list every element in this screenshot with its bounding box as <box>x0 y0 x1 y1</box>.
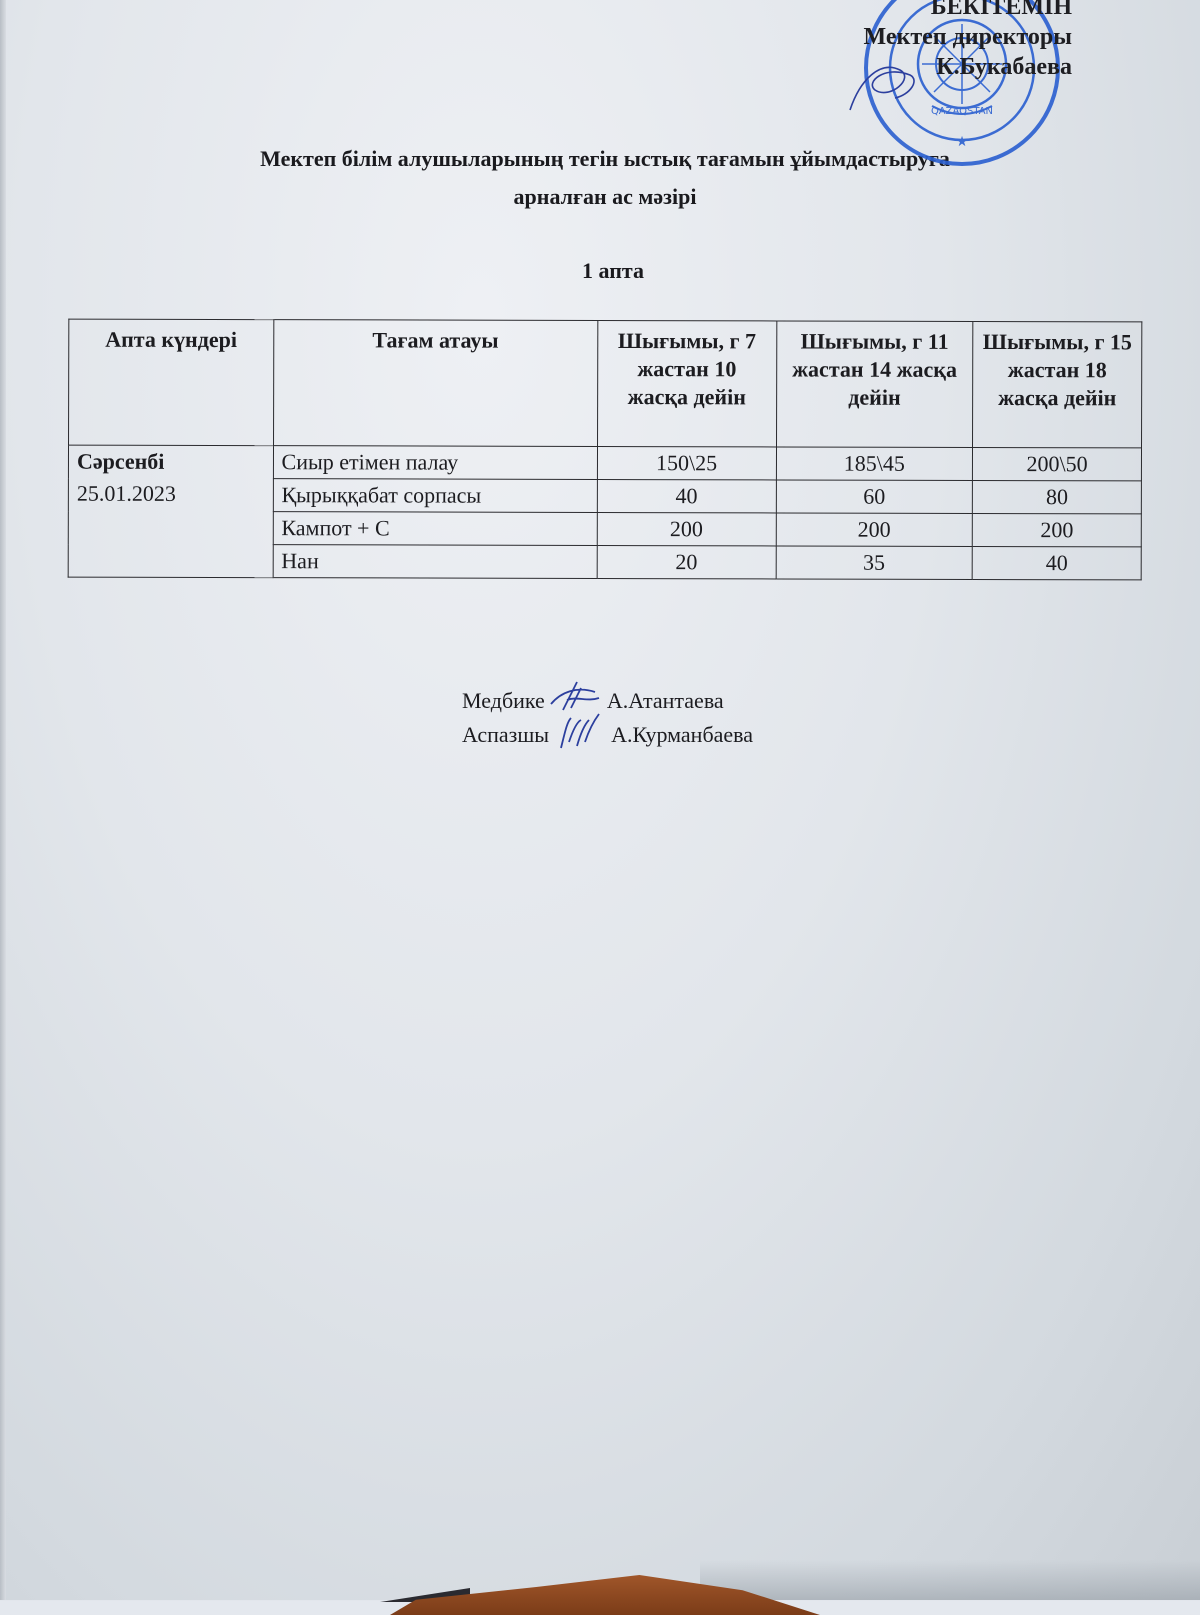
portion-11-14: 185\45 <box>776 447 973 481</box>
staff-name: А.Курманбаева <box>611 722 754 747</box>
role-label: Аспазшы <box>462 722 550 747</box>
portion-15-18: 40 <box>972 546 1141 579</box>
header-age-11-14: Шығымы, г 11 жастан 14 жасқа дейін <box>776 321 973 448</box>
day-date: 25.01.2023 <box>76 480 176 506</box>
paper-edge-shadow <box>0 0 6 1600</box>
day-cell <box>68 445 273 578</box>
week-label: 1 апта <box>582 258 644 283</box>
portion-11-14: 60 <box>776 480 973 514</box>
header-age-15-18: Шығымы, г 15 жастан 18 жасқа дейін <box>973 321 1142 447</box>
signature-row-nurse <box>462 684 753 718</box>
portion-15-18: 200\50 <box>973 447 1142 480</box>
portion-15-18: 200 <box>972 513 1141 546</box>
approval-position: Мектеп директоры <box>863 24 1072 50</box>
approval-name: К.Букабаева <box>936 54 1072 80</box>
svg-text:★: ★ <box>955 135 969 150</box>
dish-name: Кампот + С <box>273 512 597 546</box>
dish-name: Нан <box>273 545 597 579</box>
paper-curl-shadow <box>700 1560 1200 1600</box>
portion-11-14: 200 <box>776 513 973 547</box>
portion-7-10: 200 <box>597 512 776 545</box>
role-label: Медбике <box>462 688 545 713</box>
header-age-7-10: Шығымы, г 7 жастан 10 жасқа дейін <box>597 320 776 446</box>
day-name: Сәрсенбі <box>76 448 165 474</box>
table-row <box>68 445 1141 481</box>
header-days: Апта күндері <box>69 319 274 446</box>
staff-signatures <box>462 684 753 752</box>
title-line-1: Мектеп білім алушыларының тегін ыстық тағамын ұйымдастыруға <box>260 146 950 171</box>
portion-7-10: 40 <box>597 479 776 512</box>
signature-row-cook <box>462 718 753 752</box>
dish-name: Қырыққабат сорпасы <box>273 479 597 513</box>
portion-7-10: 20 <box>597 545 776 578</box>
header-dish-name: Тағам атауы <box>273 320 597 447</box>
title-line-2: арналған ас мәзірі <box>513 184 697 209</box>
portion-7-10: 150\25 <box>597 446 776 479</box>
staff-name: А.Атантаева <box>606 688 724 713</box>
portion-11-14: 35 <box>776 546 973 580</box>
portion-15-18: 80 <box>973 480 1142 513</box>
approval-heading: БЕКІТЕМІН <box>930 0 1072 20</box>
director-signature-icon <box>840 50 930 120</box>
dish-name: Сиыр етімен палау <box>273 446 597 480</box>
table-header-row <box>69 319 1142 448</box>
menu-table <box>68 319 1143 581</box>
stamp-text: QAZAQSTAN <box>930 106 994 117</box>
cook-signature-icon <box>551 718 607 752</box>
